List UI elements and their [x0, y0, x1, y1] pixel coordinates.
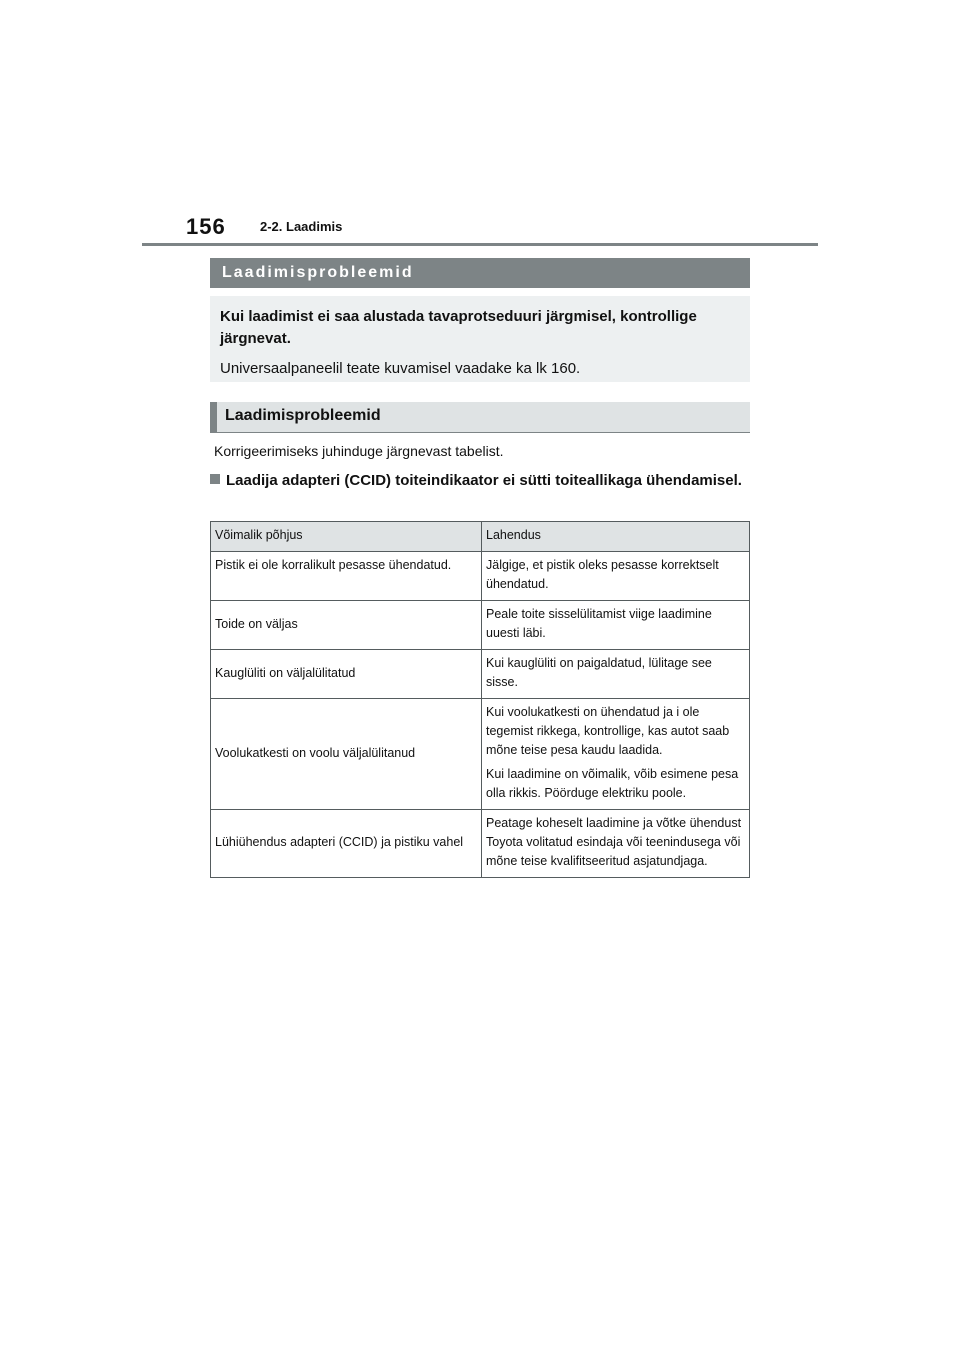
table-row: [211, 552, 750, 601]
cause-cell: Kauglüliti on väljalülitatud: [211, 650, 482, 699]
bullet-heading-text: Laadija adapteri (CCID) toiteindikaator ei sütti toiteallikaga ühendamisel.: [226, 472, 742, 489]
intro-reference-text: Universaalpaneelil teate kuvamisel vaadake ka lk 160.: [220, 360, 581, 377]
table-row: [211, 810, 750, 878]
square-bullet-icon: [210, 474, 220, 484]
solution-cell: [482, 650, 750, 699]
table-header-row: [211, 522, 750, 552]
bullet-heading: [210, 470, 750, 491]
table-row: [211, 601, 750, 650]
cause-cell: Voolukatkesti on voolu väljalülitanud: [211, 699, 482, 810]
body-text: Korrigeerimiseks juhinduge järgnevast tabelist.: [214, 443, 504, 459]
solution-cell: [482, 601, 750, 650]
solution-cell: [482, 552, 750, 601]
solution-cell: [482, 699, 750, 810]
solution-text: Kui kauglüliti on paigaldatud, lülitage see sisse.: [486, 656, 712, 689]
cause-cell: Lühiühendus adapteri (CCID) ja pistiku vahel: [211, 810, 482, 878]
table-header-solution: Lahendus: [482, 522, 750, 552]
solution-text: Kui voolukatkesti on ühendatud ja i ole tegemist rikkega, kontrollige, kas autot saab mõne teise pesa kaudu laadida.: [486, 705, 730, 757]
subheading-underline: [210, 432, 750, 433]
solution-text: Peatage koheselt laadimine ja võtke ühendust Toyota volitatud esindaja või teenindusega või mõne teise kvalifitseeritud asjatundjaga.: [486, 816, 742, 868]
cause-cell: Toide on väljas: [211, 601, 482, 650]
section-title-band: Laadimisprobleemid: [210, 258, 750, 288]
solution-text: Jälgige, et pistik oleks pesasse korrektselt ühendatud.: [486, 558, 719, 591]
table-row: [211, 699, 750, 810]
troubleshooting-table: [210, 521, 750, 878]
intro-box: [210, 296, 750, 382]
solution-text: Kui laadimine on võimalik, võib esimene pesa olla rikkis. Pöörduge elektriku poole.: [486, 767, 739, 800]
cause-cell: Pistik ei ole korralikult pesasse ühendatud.: [211, 552, 482, 601]
table-row: [211, 650, 750, 699]
solution-cell: [482, 810, 750, 878]
solution-text: Peale toite sisselülitamist viige laadimine uuesti läbi.: [486, 607, 712, 640]
header-divider: [142, 243, 818, 246]
intro-bold-text: Kui laadimist ei saa alustada tavaprotseduuri järgmisel, kontrollige järgnevat.: [220, 308, 697, 347]
section-breadcrumb: 2-2. Laadimis: [260, 219, 343, 234]
page-number: 156: [186, 214, 226, 239]
table-header-cause: Võimalik põhjus: [211, 522, 482, 552]
subheading: Laadimisprobleemid: [210, 402, 750, 432]
